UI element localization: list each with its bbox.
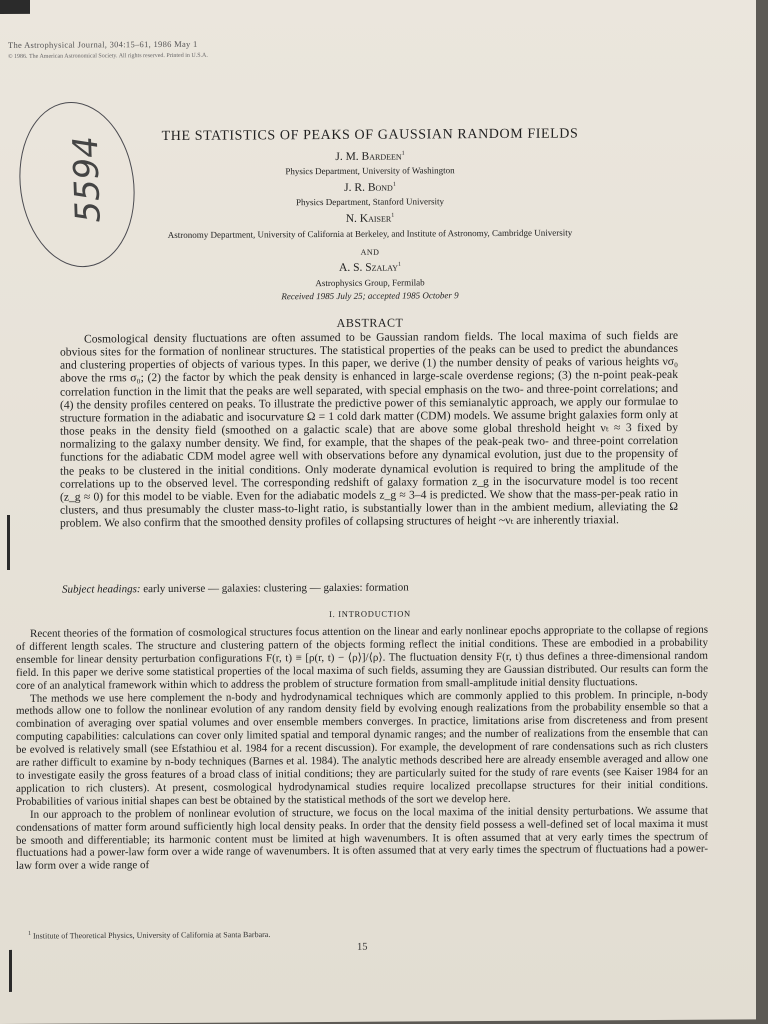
- and-separator: AND: [360, 247, 380, 257]
- introduction-body: [16, 624, 708, 873]
- abstract-text: Cosmological density fluctuations are often assumed to be Gaussian random fields. The local maxima of such fields are obvious sites for the formation of nonlinear structures. The statistical properties of the peaks can be used to predict the abundances and clustering properties of objects of various types. In this paper, we derive (1) the number density of peaks of various heights νσ₀ above the rms σ₀; (2) the factor by which the peak density is enhanced in large-scale overdense regions; (3) the n-point peak-peak correlation function in the limit that the peaks are well separated, with special emphasis on the two- and three-point correlations; and (4) the density profiles centered on peaks. To illustrate the predictive power of this semianalytic approach, we apply our formulae to structure formation in the adiabatic and isocurvature Ω = 1 cold dark matter (CDM) models. We assume bright galaxies form only at those peaks in the density field (smoothed on a galactic scale) that are above some global threshold height νₜ ≈ 3 fixed by normalizing to the galaxy number density. We find, for example, that the shapes of the peak-peak two- and three-point correlation functions for the adiabatic CDM model agree well with observations before any dynamical evolution, just due to the propensity of the peaks to be clustered in the initial conditions. Only moderate dynamical evolution is required to bring the amplitude of the correlations up to the observed level. The corresponding redshift of galaxy formation z_g in the isocurvature model is too recent (z_g ≈ 0) for this model to be viable. Even for the adiabatic models z_g ≈ 3–4 is predicted. We show that the mass-per-peak ratio in clusters, and thus presumably the cluster mass-to-light ratio, is substantially lower than in the ambient medium, alleviating the Ω problem. We also confirm that the smoothed density profiles of collapsing structures of height ~νₜ are inherently triaxial.: [60, 328, 678, 530]
- margin-mark: [7, 515, 10, 570]
- handwritten-number: 5594: [65, 135, 109, 224]
- subject-headings-text: early universe — galaxies: clustering — galaxies: formation: [143, 581, 409, 596]
- author-affiliation: Astrophysics Group, Fermilab: [315, 277, 425, 289]
- scan-edge-shadow: [0, 0, 30, 14]
- author-affiliation: Physics Department, Stanford University: [296, 196, 444, 208]
- author-affiliation: Physics Department, University of Washington: [285, 165, 455, 177]
- abstract-heading: ABSTRACT: [336, 315, 404, 330]
- author-name: J. M. Bardeen$^1$: [335, 150, 405, 163]
- received-dates: Received 1985 July 25; accepted 1985 October 9: [281, 290, 459, 302]
- author-name: A. S. Szalay$^1$: [339, 261, 401, 274]
- paper-title: THE STATISTICS OF PEAKS OF GAUSSIAN RANDOM FIELDS: [161, 126, 579, 145]
- footnote: $^1$ Institute of Theoretical Physics, University of California at Santa Barbara.: [28, 930, 271, 941]
- intro-paragraph: Recent theories of the formation of cosmological structures focus attention on the linear and early nonlinear epochs appropriate to the collapse of regions of different length scales. The structure and clustering pattern of the objects forming reflect the initial conditions. These are embodied in a probability ensemble for linear density perturbation configurations F(r, t) ≡ [ρ(r, t) − ⟨ρ⟩]/⟨ρ⟩. The fluctuation density F(r, t) thus defines a three-dimensional random field. In this paper we derive some statistical properties of the local maxima of such fields, assuming they are Gaussian distributed. Our results can form the core of an analytical framework within which to address the problem of structure formation from small-amplitude initial density fluctuations.: [16, 623, 708, 692]
- page-number: 15: [357, 941, 368, 953]
- subject-headings-label: Subject headings:: [62, 583, 141, 596]
- author-affiliation: Astronomy Department, University of California at Berkeley, and Institute of Astronomy, Cambridge University: [167, 227, 573, 240]
- intro-paragraph: The methods we use here complement the n-body and hydrodynamical techniques which are commonly applied to this problem. In principle, n-body methods allow one to follow the nonlinear evolution of any random density field by evolving enough realizations from the probability ensemble so that a combination of averaging over spatial volumes and over ensemble members converges. In practice, limitations arise from discreteness and from present computing capabilities: calculations can cover only limited spatial and temporal dynamic ranges; and the number of realizations from the ensemble that can be evolved is relatively small (see Efstathiou et al. 1984 for a recent discussion). For example, the development of rare condensations such as rich clusters are rather difficult to examine by n-body techniques (Barnes et al. 1984). The analytic methods described here are already ensemble averaged and allow one to investigate easily the gross features of a broad class of initial conditions; they are particularly suited for the study of rare events (see Kaiser 1984 for an application to rich clusters). At present, cosmological hydrodynamical studies require localized precollapse structures for their initial conditions. Probabilities of various initial shapes can best be obtained by the statistical methods of the sort we develop here.: [16, 688, 708, 808]
- author-name: N. Kaiser$^1$: [345, 212, 395, 225]
- section-heading: I. INTRODUCTION: [329, 608, 411, 619]
- author-name: J. R. Bond$^1$: [344, 181, 396, 194]
- journal-citation: The Astrophysical Journal, 304:15–61, 1986 May 1: [8, 38, 198, 50]
- intro-paragraph: In our approach to the problem of nonlinear evolution of structure, we focus on the local maxima of the initial density perturbations. We assume that condensations of matter form around sufficiently high local density peaks. In order that the density field possess a well-defined set of local maxima it must be smooth and differentiable; its harmonic content must be limited at high wavenumbers. It is often assumed that at very early times the spectrum of fluctuations had a power-law form over a wide range of wavenumbers. It is often assumed that at very early times the spectrum of fluctuations had a power-law form over a wide range of: [16, 804, 708, 873]
- margin-mark: [9, 950, 12, 992]
- subject-headings: [62, 582, 409, 596]
- copyright-line: © 1986. The American Astronomical Society. All rights reserved. Printed in U.S.A.: [8, 52, 208, 60]
